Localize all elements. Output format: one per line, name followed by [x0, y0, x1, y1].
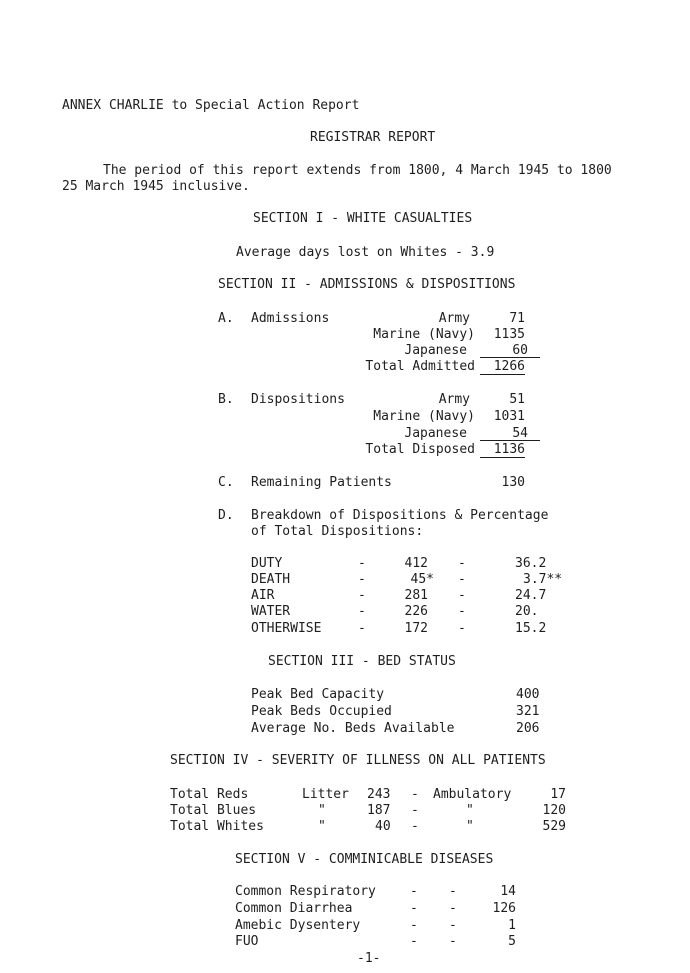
disease-dash: -	[449, 934, 457, 949]
disease-dash: -	[449, 884, 457, 899]
bed-capacity-label: Peak Bed Capacity	[251, 687, 385, 702]
severity-whites-ambulatory: 529	[542, 819, 566, 834]
severity-reds-litter: 243	[367, 787, 391, 802]
admissions-marine-label: Marine (Navy)	[373, 327, 475, 342]
breakdown-dash: -	[458, 556, 466, 571]
beds-occupied-value: 321	[516, 704, 540, 719]
disease-dash: -	[449, 918, 457, 933]
severity-reds-label: Total Reds	[170, 787, 249, 802]
breakdown-otherwise-count: 172	[404, 621, 428, 636]
severity-ditto-mark: "	[318, 803, 326, 818]
dispositions-title: Dispositions	[251, 392, 345, 407]
breakdown-duty-label: DUTY	[251, 556, 283, 571]
disease-fuo-value: 5	[508, 934, 516, 949]
breakdown-duty-pct: 36.2	[515, 556, 547, 571]
severity-ditto-mark: "	[466, 819, 474, 834]
severity-dash: -	[411, 787, 419, 802]
dispositions-marine-label: Marine (Navy)	[373, 409, 475, 424]
remaining-value: 130	[501, 475, 525, 490]
disease-fuo-label: FUO	[235, 934, 259, 949]
breakdown-dash: -	[358, 621, 366, 636]
remaining-marker: C.	[218, 475, 234, 490]
severity-dash: -	[411, 819, 419, 834]
intro-line-1: The period of this report extends from 1800, 4 March 1945 to 1800	[103, 163, 612, 178]
severity-ambulatory-label: Ambulatory	[433, 787, 512, 802]
bed-capacity-value: 400	[516, 687, 540, 702]
breakdown-dash: -	[358, 588, 366, 603]
remaining-title: Remaining Patients	[251, 475, 392, 490]
disease-dysentery-value: 1	[508, 918, 516, 933]
breakdown-otherwise-pct: 15.2	[515, 621, 547, 636]
breakdown-dash: -	[458, 621, 466, 636]
disease-dash: -	[410, 918, 418, 933]
section-1-heading: SECTION I - WHITE CASUALTIES	[253, 211, 473, 226]
severity-blues-litter: 187	[367, 803, 391, 818]
disease-diarrhea-label: Common Diarrhea	[235, 901, 353, 916]
disease-dash: -	[410, 884, 418, 899]
dispositions-total-value: 1136	[480, 442, 525, 458]
disease-dash: -	[410, 934, 418, 949]
severity-ditto-mark: "	[466, 803, 474, 818]
breakdown-water-count: 226	[404, 604, 428, 619]
beds-available-value: 206	[516, 721, 540, 736]
severity-whites-litter: 40	[375, 819, 391, 834]
dispositions-marker: B.	[218, 392, 234, 407]
section-5-heading: SECTION V - COMMINICABLE DISEASES	[235, 852, 494, 867]
admissions-army-value: 71	[509, 311, 525, 326]
disease-dash: -	[449, 901, 457, 916]
breakdown-otherwise-label: OTHERWISE	[251, 621, 322, 636]
admissions-total-label: Total Admitted	[365, 359, 475, 374]
breakdown-air-count: 281	[404, 588, 428, 603]
breakdown-dash: -	[458, 604, 466, 619]
breakdown-duty-count: 412	[404, 556, 428, 571]
dispositions-army-value: 51	[509, 392, 525, 407]
disease-respiratory-value: 14	[500, 884, 516, 899]
section-2-heading: SECTION II - ADMISSIONS & DISPOSITIONS	[218, 277, 516, 292]
dispositions-army-label: Army	[438, 392, 470, 407]
breakdown-dash: -	[358, 556, 366, 571]
beds-occupied-label: Peak Beds Occupied	[251, 704, 392, 719]
admissions-marine-value: 1135	[493, 327, 525, 342]
dispositions-total-label: Total Disposed	[365, 442, 475, 457]
severity-whites-label: Total Whites	[170, 819, 264, 834]
severity-dash: -	[411, 803, 419, 818]
disease-dysentery-label: Amebic Dysentery	[235, 918, 361, 933]
section-1-average: Average days lost on Whites - 3.9	[236, 245, 495, 260]
breakdown-air-label: AIR	[251, 588, 275, 603]
breakdown-title-2: of Total Dispositions:	[251, 524, 424, 539]
severity-blues-label: Total Blues	[170, 803, 257, 818]
dispositions-japanese-value: 54	[480, 426, 540, 441]
disease-dash: -	[410, 901, 418, 916]
breakdown-death-count: 45*	[410, 572, 434, 587]
breakdown-dash: -	[358, 604, 366, 619]
breakdown-title-1: Breakdown of Dispositions & Percentage	[251, 508, 549, 523]
dispositions-japanese-label: Japanese	[404, 426, 467, 441]
page-title: REGISTRAR REPORT	[310, 130, 436, 145]
section-4-heading: SECTION IV - SEVERITY OF ILLNESS ON ALL PATIENTS	[170, 753, 546, 768]
intro-line-2: 25 March 1945 inclusive.	[62, 179, 250, 194]
breakdown-death-label: DEATH	[251, 572, 291, 587]
breakdown-marker: D.	[218, 508, 234, 523]
severity-ditto-mark: "	[318, 819, 326, 834]
admissions-total-value: 1266	[480, 359, 525, 375]
admissions-title: Admissions	[251, 311, 330, 326]
disease-respiratory-label: Common Respiratory	[235, 884, 376, 899]
dispositions-marine-value: 1031	[493, 409, 525, 424]
breakdown-dash: -	[358, 572, 366, 587]
page-number: -1-	[357, 951, 381, 966]
severity-reds-ambulatory: 17	[550, 787, 566, 802]
breakdown-dash: -	[458, 588, 466, 603]
breakdown-air-pct: 24.7	[515, 588, 547, 603]
admissions-japanese-label: Japanese	[404, 343, 467, 358]
section-3-heading: SECTION III - BED STATUS	[268, 654, 456, 669]
disease-diarrhea-value: 126	[492, 901, 516, 916]
breakdown-death-pct: 3.7**	[523, 572, 563, 587]
breakdown-water-pct: 20.	[515, 604, 539, 619]
annex-header: ANNEX CHARLIE to Special Action Report	[62, 98, 360, 113]
beds-available-label: Average No. Beds Available	[251, 721, 455, 736]
admissions-army-label: Army	[438, 311, 470, 326]
breakdown-dash: -	[458, 572, 466, 587]
breakdown-water-label: WATER	[251, 604, 291, 619]
severity-litter-label: Litter	[302, 787, 349, 802]
admissions-marker: A.	[218, 311, 234, 326]
admissions-japanese-value: 60	[480, 343, 540, 358]
severity-blues-ambulatory: 120	[542, 803, 566, 818]
